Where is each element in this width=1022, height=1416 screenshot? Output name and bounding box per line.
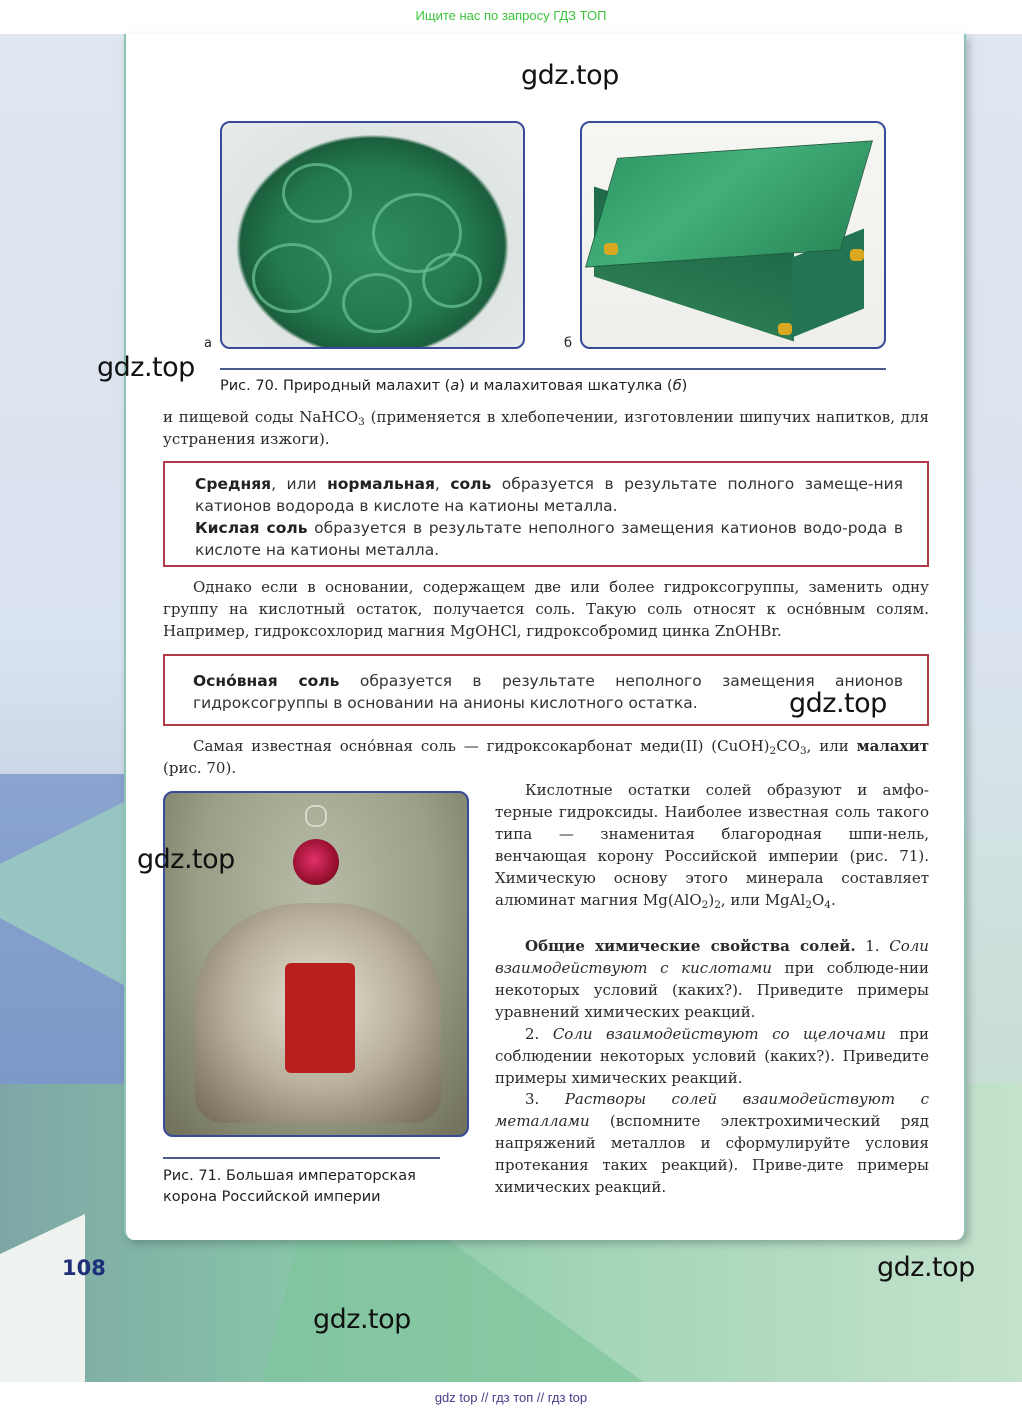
paragraph-basic-salts: Однако если в основании, содержащем две или более гидроксогруппы, заменить одну группу на кислотный остаток, получается соль. Такую соль относят к осно́вным солям. Например, гидроксохлорид магния MgOHCl, гидроксобромид цинка ZnOHBr.	[163, 578, 929, 640]
paragraph-soda: и пищевой соды NaHCO$_3$ (применяется в хлебопечении, изготовлении шипучих напитков, для устранения изжоги).	[163, 408, 929, 448]
watermark: gdz.top	[521, 60, 619, 91]
paragraph-property-2: 2. Соли взаимодействуют со щелочами при соблюдении некоторых условий (каких?). Приведите примеры химических реакций.	[495, 1025, 929, 1087]
paragraph-property-1: Общие химические свойства солей. 1. Соли взаимодействуют с кислотами при соблюде-нии некоторых условий (каких?). Приведите примеры уравнений химических реакций.	[495, 937, 929, 1021]
paragraph-malachite: Самая известная осно́вная соль — гидроксокарбонат меди(II) $(CuOH)_2CO_3$, или малахит (рис. 70).	[163, 737, 930, 777]
paragraph-spinel: Кислотные остатки солей образуют и амфо-терные гидроксиды. Наиболее известная соль такого типа — знаменитая благородная шпи-нель, венчающая корону Российской империи (рис. 71). Химическую основу этого минерала составляет алюминат магния $Mg(AlO_2)_2$, или $MgAl_2O_4$.	[495, 781, 929, 912]
watermark: gdz.top	[313, 1304, 411, 1335]
figure-70-caption: Рис. 70. Природный малахит (а) и малахитовая шкатулка (б)	[220, 378, 688, 394]
watermark: gdz.top	[789, 688, 887, 719]
watermark: gdz.top	[877, 1252, 975, 1283]
watermark: gdz.top	[97, 352, 195, 383]
page-number: 108	[62, 1256, 106, 1280]
bottom-banner: gdz top // гдз топ // гдз top	[0, 1382, 1022, 1416]
figure-label-b: б	[564, 336, 573, 351]
watermark: gdz.top	[137, 844, 235, 875]
caption-rule	[220, 368, 886, 370]
top-banner: Ищите нас по запросу ГДЗ ТОП	[0, 0, 1022, 34]
caption-rule	[163, 1157, 440, 1159]
paragraph-property-3: 3. Растворы солей взаимодействуют с металлами (вспомните электрохимический ряд напряжений металлов и сформулируйте условия протекания таких реакций). Приве-дите примеры химических реакций.	[495, 1090, 929, 1196]
figure-71-caption: Рис. 71. Большая императорская корона Российской империи	[163, 1168, 416, 1205]
malachite-box-photo	[580, 121, 886, 349]
definition-box-basic-salt: Осно́вная соль образуется в результате неполного замещения анионов гидроксогруппы в основании на анионы кислотного остатка.	[163, 654, 929, 726]
malachite-photo	[220, 121, 525, 349]
figure-label-a: а	[204, 336, 212, 351]
imperial-crown-photo	[163, 791, 469, 1137]
definition-box-normal-acid-salt: Средняя, или нормальная, соль образуется в результате полного замеще-ния катионов водорода в кислоте на катионы металла. Кислая соль образуется в результате неполного замещения катионов водо-рода в кислоте на катионы металла.	[163, 461, 929, 567]
